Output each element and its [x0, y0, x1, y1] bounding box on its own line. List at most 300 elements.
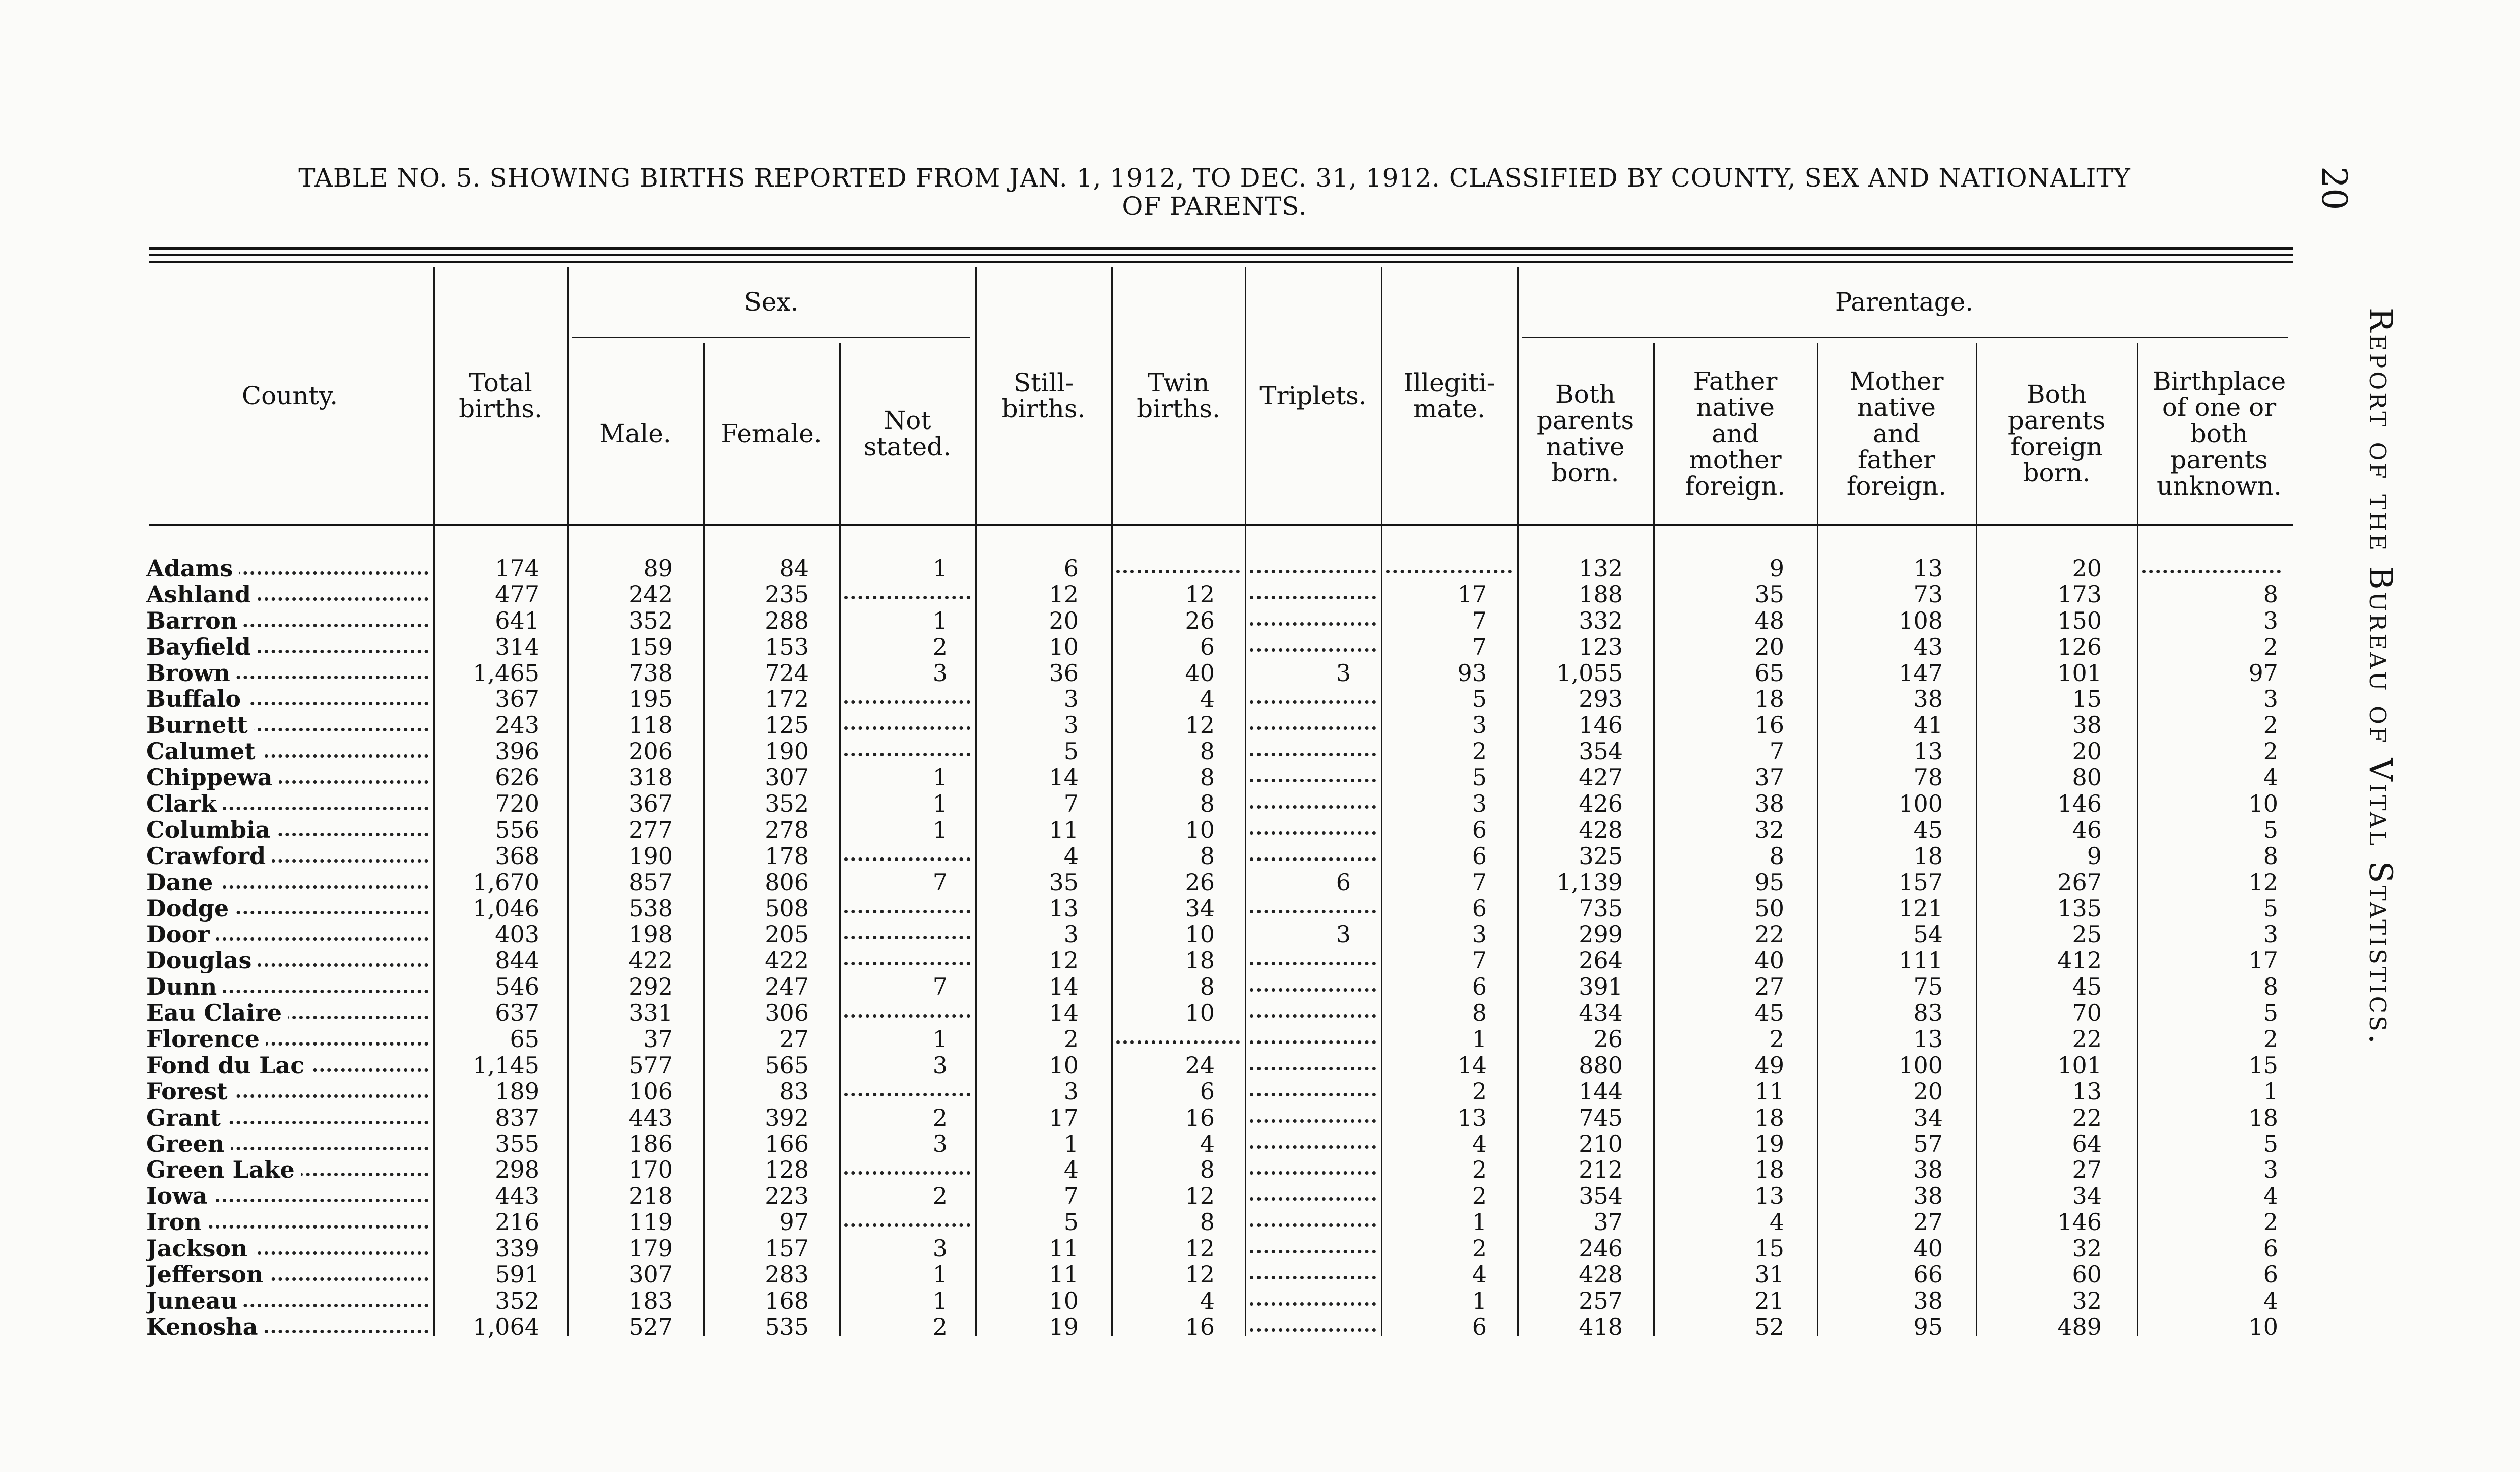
- cell-stillbirths: 14: [1049, 999, 1079, 1027]
- empty-cell-dots: [844, 1223, 970, 1227]
- cell-birthplace-unknown: 3: [2263, 921, 2278, 948]
- header-not-stated: Not stated.: [863, 406, 952, 461]
- cell-father-native: 45: [1754, 999, 1784, 1027]
- table-row: [146, 660, 2308, 687]
- cell-female: 288: [765, 606, 809, 634]
- county-name: Dane: [146, 870, 219, 896]
- cell-female: 392: [765, 1103, 809, 1131]
- header-father-native: Father native and mother foreign.: [1685, 366, 1786, 501]
- empty-cell-dots: [844, 726, 970, 730]
- cell-stillbirths: 12: [1049, 580, 1079, 608]
- table-row: [146, 974, 2308, 1000]
- cell-both-native: 123: [1579, 633, 1623, 660]
- cell-female: 223: [765, 1182, 809, 1210]
- cell-birthplace-unknown: 2: [2263, 633, 2278, 660]
- cell-birthplace-unknown: 6: [2263, 1261, 2278, 1289]
- header-county: County.: [241, 381, 338, 410]
- cell-both-native: 428: [1579, 816, 1623, 843]
- county-name: Burnett: [146, 712, 254, 739]
- cell-twin-births: 12: [1185, 580, 1215, 608]
- empty-cell-dots: [1250, 622, 1376, 626]
- cell-father-native: 35: [1754, 580, 1784, 608]
- cell-not-stated: 1: [932, 790, 948, 818]
- cell-twin-births: 24: [1185, 1051, 1215, 1079]
- cell-twin-births: 8: [1200, 790, 1215, 818]
- cell-illegitimate: 2: [1472, 1077, 1487, 1105]
- county-name: Forest: [146, 1079, 233, 1105]
- cell-not-stated: 2: [932, 1103, 948, 1131]
- cell-twin-births: 8: [1200, 738, 1215, 765]
- header-illegitimate: Illegiti- mate.: [1403, 368, 1495, 423]
- county-name: Jackson: [146, 1236, 254, 1262]
- cell-total: 352: [495, 1286, 539, 1314]
- cell-not-stated: 3: [932, 1130, 948, 1157]
- cell-father-native: 18: [1754, 1103, 1784, 1131]
- county-name: Dodge: [146, 896, 235, 922]
- cell-not-stated: 2: [932, 1313, 948, 1340]
- empty-cell-dots: [1250, 726, 1376, 730]
- cell-triplets: 3: [1336, 659, 1351, 687]
- cell-twin-births: 12: [1185, 1182, 1215, 1210]
- cell-both-native: 293: [1579, 685, 1623, 713]
- cell-stillbirths: 3: [1063, 1077, 1079, 1105]
- cell-both-native: 144: [1579, 1077, 1623, 1105]
- cell-twin-births: 8: [1200, 1208, 1215, 1236]
- cell-male: 352: [628, 606, 673, 634]
- cell-illegitimate: 1: [1472, 1025, 1487, 1053]
- cell-twin-births: 26: [1185, 868, 1215, 896]
- cell-birthplace-unknown: 2: [2263, 711, 2278, 739]
- county-name: Brown: [146, 660, 236, 687]
- table-row: [146, 608, 2308, 634]
- cell-both-native: 37: [1593, 1208, 1623, 1236]
- cell-twin-births: 12: [1185, 1235, 1215, 1262]
- cell-both-foreign: 80: [2072, 764, 2102, 791]
- cell-father-native: 48: [1754, 606, 1784, 634]
- cell-illegitimate: 6: [1472, 973, 1487, 1001]
- cell-illegitimate: 3: [1472, 790, 1487, 818]
- cell-stillbirths: 13: [1049, 894, 1079, 922]
- cell-both-foreign: 32: [2072, 1235, 2102, 1262]
- cell-birthplace-unknown: 3: [2263, 1156, 2278, 1184]
- cell-male: 206: [628, 738, 673, 765]
- cell-birthplace-unknown: 18: [2248, 1103, 2278, 1131]
- empty-cell-dots: [1250, 1145, 1376, 1149]
- cell-twin-births: 4: [1200, 685, 1215, 713]
- cell-male: 422: [628, 947, 673, 974]
- county-name: Douglas: [146, 948, 258, 974]
- header-sex-group: Sex.: [744, 287, 799, 317]
- cell-county: [146, 1026, 428, 1053]
- cell-mother-native: 20: [1913, 1077, 1943, 1105]
- cell-both-foreign: 13: [2072, 1077, 2102, 1105]
- cell-illegitimate: 8: [1472, 999, 1487, 1027]
- cell-total: 1,046: [473, 894, 539, 922]
- cell-mother-native: 13: [1913, 555, 1943, 582]
- county-name: Calumet: [146, 739, 262, 765]
- cell-mother-native: 78: [1913, 764, 1943, 791]
- cell-mother-native: 18: [1913, 842, 1943, 870]
- empty-cell-dots: [844, 596, 970, 599]
- cell-male: 89: [643, 555, 673, 582]
- cell-female: 535: [765, 1313, 809, 1340]
- cell-twin-births: 12: [1185, 711, 1215, 739]
- cell-both-native: 427: [1579, 764, 1623, 791]
- cell-stillbirths: 7: [1063, 1182, 1079, 1210]
- cell-mother-native: 108: [1899, 606, 1943, 634]
- table-row: [146, 791, 2308, 817]
- cell-male: 179: [628, 1235, 673, 1262]
- cell-father-native: 21: [1754, 1286, 1784, 1314]
- cell-male: 577: [628, 1051, 673, 1079]
- county-name: Juneau: [146, 1288, 243, 1314]
- cell-mother-native: 43: [1913, 633, 1943, 660]
- cell-mother-native: 75: [1913, 973, 1943, 1001]
- cell-illegitimate: 6: [1472, 842, 1487, 870]
- cell-not-stated: 1: [932, 1025, 948, 1053]
- header-male: Male.: [599, 419, 671, 448]
- cell-male: 307: [628, 1261, 673, 1289]
- cell-twin-births: 4: [1200, 1286, 1215, 1314]
- cell-both-foreign: 146: [2057, 1208, 2102, 1236]
- cell-male: 538: [628, 894, 673, 922]
- cell-twin-births: 10: [1185, 921, 1215, 948]
- cell-male: 159: [628, 633, 673, 660]
- table-row: [146, 634, 2308, 660]
- cell-county: [146, 1183, 428, 1209]
- cell-county: [146, 948, 428, 974]
- cell-father-native: 4: [1769, 1208, 1784, 1236]
- cell-both-foreign: 173: [2057, 580, 2102, 608]
- cell-male: 119: [628, 1208, 673, 1236]
- cell-female: 153: [765, 633, 809, 660]
- county-name: Barron: [146, 608, 243, 634]
- county-name: Jefferson: [146, 1262, 269, 1288]
- cell-father-native: 11: [1754, 1077, 1784, 1105]
- table-row: [146, 686, 2308, 712]
- cell-both-foreign: 25: [2072, 921, 2102, 948]
- cell-birthplace-unknown: 10: [2248, 790, 2278, 818]
- cell-mother-native: 100: [1899, 790, 1943, 818]
- cell-total: 189: [495, 1077, 539, 1105]
- cell-total: 298: [495, 1156, 539, 1184]
- cell-both-foreign: 146: [2057, 790, 2102, 818]
- cell-both-foreign: 22: [2072, 1025, 2102, 1053]
- cell-male: 195: [628, 685, 673, 713]
- cell-illegitimate: 6: [1472, 1313, 1487, 1340]
- cell-female: 352: [765, 790, 809, 818]
- county-name: Iron: [146, 1209, 208, 1236]
- cell-father-native: 38: [1754, 790, 1784, 818]
- cell-twin-births: 4: [1200, 1130, 1215, 1157]
- cell-mother-native: 66: [1913, 1261, 1943, 1289]
- cell-not-stated: 1: [932, 1261, 948, 1289]
- cell-total: 355: [495, 1130, 539, 1157]
- cell-female: 205: [765, 921, 809, 948]
- top-rule-thin-2: [149, 261, 2293, 263]
- cell-illegitimate: 7: [1472, 868, 1487, 896]
- cell-both-native: 332: [1579, 606, 1623, 634]
- cell-total: 443: [495, 1182, 539, 1210]
- cell-mother-native: 73: [1913, 580, 1943, 608]
- cell-total: 556: [495, 816, 539, 843]
- table-row: [146, 765, 2308, 791]
- cell-illegitimate: 14: [1457, 1051, 1487, 1079]
- cell-both-foreign: 27: [2072, 1156, 2102, 1184]
- cell-male: 118: [628, 711, 673, 739]
- empty-cell-dots: [1250, 1197, 1376, 1201]
- cell-female: 157: [765, 1235, 809, 1262]
- county-name: Green: [146, 1131, 231, 1157]
- cell-total: 637: [495, 999, 539, 1027]
- empty-cell-dots: [1250, 1014, 1376, 1018]
- cell-male: 183: [628, 1286, 673, 1314]
- table-row: [146, 712, 2308, 739]
- empty-cell-dots: [1250, 988, 1376, 992]
- county-name: Adams: [146, 556, 239, 582]
- cell-county: [146, 974, 428, 1000]
- cell-father-native: 52: [1754, 1313, 1784, 1340]
- cell-county: [146, 817, 428, 843]
- cell-county: [146, 1131, 428, 1157]
- cell-twin-births: 6: [1200, 633, 1215, 660]
- cell-county: [146, 686, 428, 712]
- cell-stillbirths: 11: [1049, 1261, 1079, 1289]
- table-row: [146, 1026, 2308, 1053]
- cell-female: 235: [765, 580, 809, 608]
- cell-female: 178: [765, 842, 809, 870]
- cell-female: 278: [765, 816, 809, 843]
- cell-birthplace-unknown: 3: [2263, 606, 2278, 634]
- cell-mother-native: 111: [1899, 947, 1943, 974]
- cell-female: 168: [765, 1286, 809, 1314]
- cell-father-native: 9: [1769, 555, 1784, 582]
- cell-female: 806: [765, 868, 809, 896]
- cell-both-native: 212: [1579, 1156, 1623, 1184]
- cell-both-foreign: 64: [2072, 1130, 2102, 1157]
- empty-cell-dots: [1250, 1223, 1376, 1227]
- cell-both-foreign: 20: [2072, 555, 2102, 582]
- empty-cell-dots: [1250, 700, 1376, 704]
- cell-birthplace-unknown: 8: [2263, 973, 2278, 1001]
- cell-mother-native: 13: [1913, 738, 1943, 765]
- cell-county: [146, 1000, 428, 1026]
- cell-county: [146, 1209, 428, 1236]
- cell-illegitimate: 2: [1472, 1156, 1487, 1184]
- table-row: [146, 1288, 2308, 1314]
- cell-both-native: 246: [1579, 1235, 1623, 1262]
- header-mother-native: Mother native and father foreign.: [1846, 366, 1947, 501]
- cell-stillbirths: 10: [1049, 1286, 1079, 1314]
- cell-twin-births: 10: [1185, 999, 1215, 1027]
- cell-stillbirths: 1: [1063, 1130, 1079, 1157]
- empty-cell-dots: [1250, 962, 1376, 965]
- empty-cell-dots: [1386, 570, 1512, 573]
- cell-stillbirths: 3: [1063, 921, 1079, 948]
- cell-stillbirths: 36: [1049, 659, 1079, 687]
- cell-both-foreign: 45: [2072, 973, 2102, 1001]
- cell-mother-native: 41: [1913, 711, 1943, 739]
- county-name: Iowa: [146, 1183, 214, 1209]
- cell-female: 247: [765, 973, 809, 1001]
- cell-stillbirths: 7: [1063, 790, 1079, 818]
- header-total-births: Total births.: [459, 368, 542, 423]
- cell-illegitimate: 4: [1472, 1261, 1487, 1289]
- county-name: Crawford: [146, 843, 272, 870]
- cell-both-native: 325: [1579, 842, 1623, 870]
- cell-stillbirths: 5: [1063, 738, 1079, 765]
- cell-county: [146, 1157, 428, 1183]
- cell-both-foreign: 101: [2057, 1051, 2102, 1079]
- cell-county: [146, 556, 428, 582]
- cell-both-foreign: 20: [2072, 738, 2102, 765]
- cell-county: [146, 896, 428, 922]
- table-body: [146, 556, 2308, 1340]
- cell-female: 306: [765, 999, 809, 1027]
- cell-birthplace-unknown: 4: [2263, 1286, 2278, 1314]
- cell-female: 508: [765, 894, 809, 922]
- cell-stillbirths: 12: [1049, 947, 1079, 974]
- cell-illegitimate: 1: [1472, 1286, 1487, 1314]
- cell-stillbirths: 6: [1063, 555, 1079, 582]
- cell-total: 216: [495, 1208, 539, 1236]
- cell-both-native: 426: [1579, 790, 1623, 818]
- cell-mother-native: 27: [1913, 1208, 1943, 1236]
- cell-county: [146, 1262, 428, 1288]
- cell-county: [146, 739, 428, 765]
- empty-cell-dots: [1250, 857, 1376, 861]
- cell-county: [146, 660, 428, 687]
- cell-father-native: 8: [1769, 842, 1784, 870]
- cell-county: [146, 1314, 428, 1340]
- county-name: Florence: [146, 1026, 266, 1053]
- cell-illegitimate: 1: [1472, 1208, 1487, 1236]
- table-row: [146, 817, 2308, 843]
- cell-birthplace-unknown: 1: [2263, 1077, 2278, 1105]
- cell-mother-native: 38: [1913, 1286, 1943, 1314]
- table-row: [146, 1236, 2308, 1262]
- cell-illegitimate: 6: [1472, 894, 1487, 922]
- cell-illegitimate: 17: [1457, 580, 1487, 608]
- county-name: Bayfield: [146, 634, 257, 660]
- cell-both-foreign: 9: [2087, 842, 2102, 870]
- cell-county: [146, 1236, 428, 1262]
- cell-birthplace-unknown: 5: [2263, 894, 2278, 922]
- cell-both-native: 299: [1579, 921, 1623, 948]
- cell-female: 27: [779, 1025, 809, 1053]
- cell-county: [146, 1079, 428, 1105]
- cell-both-foreign: 126: [2057, 633, 2102, 660]
- cell-male: 170: [628, 1156, 673, 1184]
- table-row: [146, 1053, 2308, 1079]
- cell-female: 283: [765, 1261, 809, 1289]
- cell-birthplace-unknown: 17: [2248, 947, 2278, 974]
- cell-stillbirths: 20: [1049, 606, 1079, 634]
- cell-male: 186: [628, 1130, 673, 1157]
- cell-not-stated: 3: [932, 1051, 948, 1079]
- cell-father-native: 16: [1754, 711, 1784, 739]
- cell-illegitimate: 7: [1472, 947, 1487, 974]
- cell-father-native: 37: [1754, 764, 1784, 791]
- cell-birthplace-unknown: 8: [2263, 580, 2278, 608]
- cell-stillbirths: 19: [1049, 1313, 1079, 1340]
- table-row: [146, 739, 2308, 765]
- cell-both-foreign: 267: [2057, 868, 2102, 896]
- empty-cell-dots: [1250, 570, 1376, 573]
- cell-female: 125: [765, 711, 809, 739]
- empty-cell-dots: [1250, 1302, 1376, 1306]
- county-name: Door: [146, 922, 216, 948]
- empty-cell-dots: [844, 1014, 970, 1018]
- cell-female: 84: [779, 555, 809, 582]
- empty-cell-dots: [1250, 831, 1376, 835]
- cell-female: 172: [765, 685, 809, 713]
- cell-twin-births: 10: [1185, 816, 1215, 843]
- header-birthplace-unknown: Birthplace of one or both parents unknown.: [2152, 366, 2286, 501]
- cell-male: 331: [628, 999, 673, 1027]
- empty-cell-dots: [2142, 570, 2281, 573]
- empty-cell-dots: [844, 857, 970, 861]
- cell-total: 837: [495, 1103, 539, 1131]
- table-title-line-1: TABLE NO. 5. SHOWING BIRTHS REPORTED FROM JAN. 1, 1912, TO DEC. 31, 1912. CLASSIFIED BY COUNTY, SEX AND NATIONALITY: [298, 163, 2131, 193]
- cell-twin-births: 16: [1185, 1103, 1215, 1131]
- cell-father-native: 13: [1754, 1182, 1784, 1210]
- cell-father-native: 22: [1754, 921, 1784, 948]
- table-row: [146, 1262, 2308, 1288]
- cell-birthplace-unknown: 15: [2248, 1051, 2278, 1079]
- header-triplets: Triplets.: [1259, 381, 1367, 410]
- sex-group-rule: [572, 337, 970, 338]
- cell-both-foreign: 489: [2057, 1313, 2102, 1340]
- cell-both-native: 735: [1579, 894, 1623, 922]
- table-row: [146, 1000, 2308, 1026]
- cell-father-native: 31: [1754, 1261, 1784, 1289]
- cell-county: [146, 608, 428, 634]
- cell-illegitimate: 2: [1472, 1182, 1487, 1210]
- cell-stillbirths: 11: [1049, 1235, 1079, 1262]
- cell-both-native: 354: [1579, 738, 1623, 765]
- table-title-line-2: OF PARENTS.: [1122, 192, 1307, 221]
- cell-birthplace-unknown: 4: [2263, 764, 2278, 791]
- cell-total: 368: [495, 842, 539, 870]
- cell-birthplace-unknown: 12: [2248, 868, 2278, 896]
- cell-father-native: 95: [1754, 868, 1784, 896]
- cell-stillbirths: 2: [1063, 1025, 1079, 1053]
- cell-illegitimate: 3: [1472, 711, 1487, 739]
- table-row: [146, 556, 2308, 582]
- cell-mother-native: 38: [1913, 1182, 1943, 1210]
- running-title: Report of the Bureau of Vital Statistics.: [2362, 308, 2399, 1047]
- cell-both-native: 132: [1579, 555, 1623, 582]
- cell-illegitimate: 5: [1472, 764, 1487, 791]
- cell-both-native: 418: [1579, 1313, 1623, 1340]
- cell-female: 97: [779, 1208, 809, 1236]
- cell-female: 307: [765, 764, 809, 791]
- cell-stillbirths: 14: [1049, 764, 1079, 791]
- cell-stillbirths: 35: [1049, 868, 1079, 896]
- cell-total: 403: [495, 921, 539, 948]
- table-row: [146, 843, 2308, 870]
- empty-cell-dots: [1250, 648, 1376, 652]
- cell-county: [146, 765, 428, 791]
- cell-male: 190: [628, 842, 673, 870]
- cell-both-native: 1,139: [1556, 868, 1623, 896]
- parentage-group-rule: [1522, 337, 2288, 338]
- cell-mother-native: 100: [1899, 1051, 1943, 1079]
- cell-total: 396: [495, 738, 539, 765]
- cell-both-foreign: 60: [2072, 1261, 2102, 1289]
- table-row: [146, 948, 2308, 974]
